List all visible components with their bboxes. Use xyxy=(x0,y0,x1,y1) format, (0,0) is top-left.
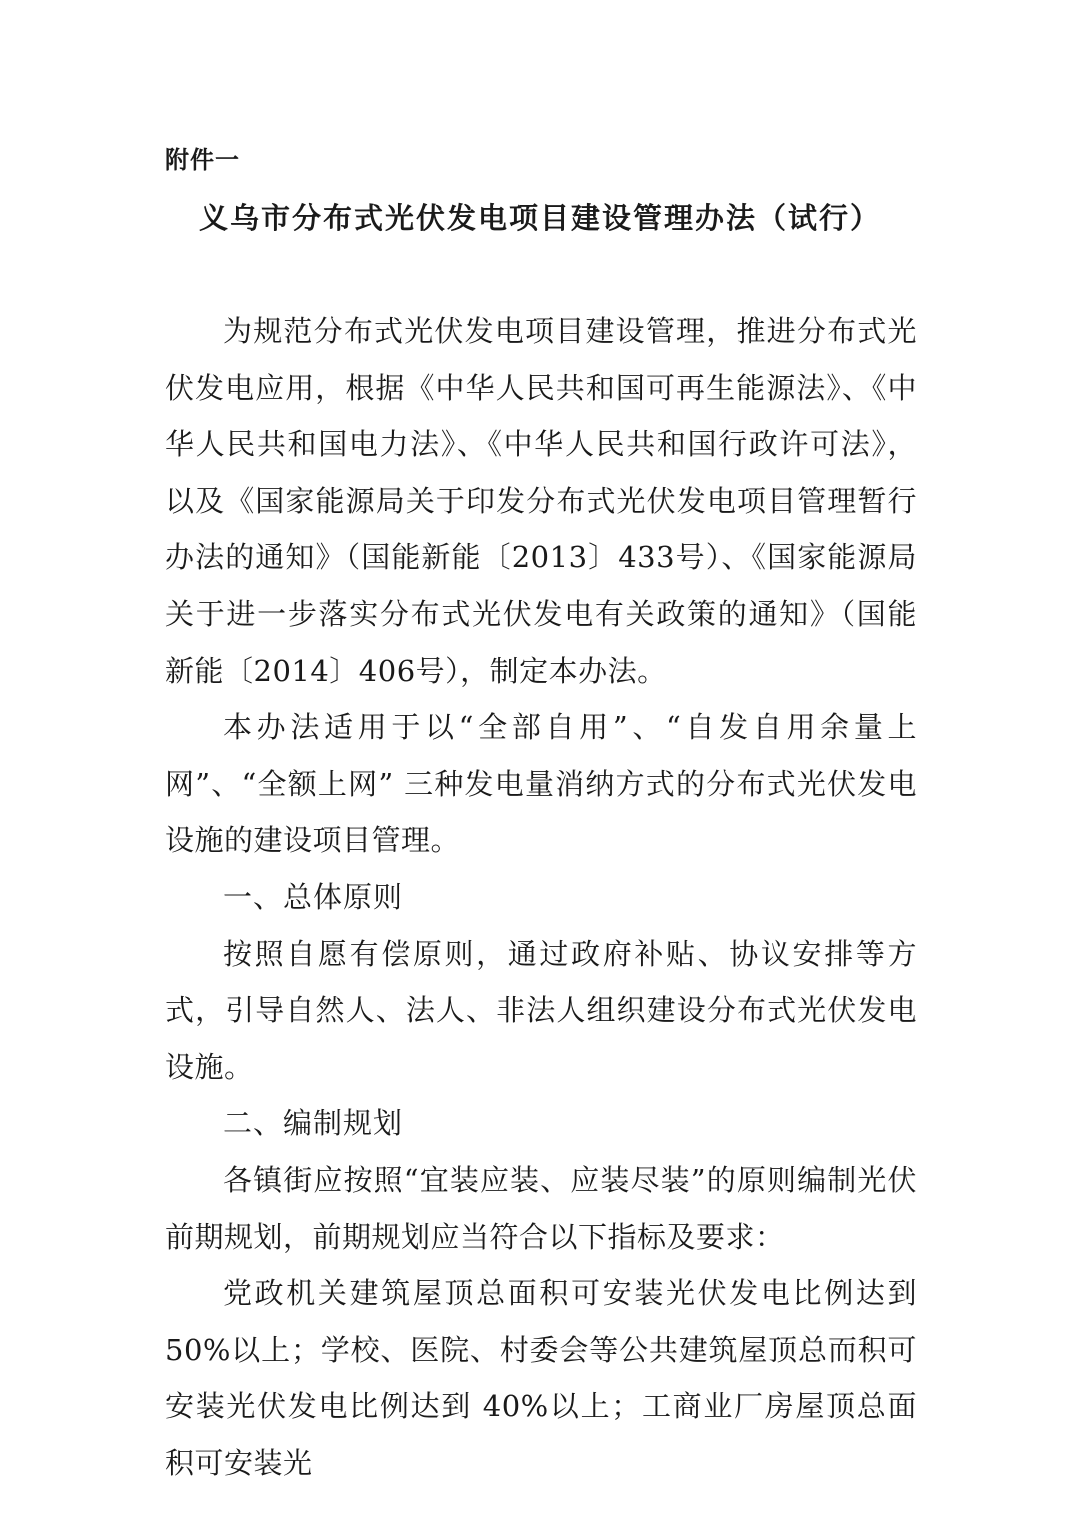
section-heading-principles: 一、总体原则 xyxy=(223,879,404,914)
section-heading-planning: 二、编制规划 xyxy=(223,1106,404,1141)
paragraph-principles: 按照自愿有偿原则，通过政府补贴、协议安排等方式，引导自然人、法人、非法人组织建设分布式光伏发电设施。 xyxy=(165,936,917,1084)
paragraph-requirements: 党政机关建筑屋顶总面积可安装光伏发电比例达到 50%以上；学校、医院、村委会等公共建筑屋顶总而积可安装光伏发电比例达到 40%以上；工商业厂房屋顶总面积可安装光 xyxy=(165,1276,917,1480)
attachment-label: 附件一 xyxy=(165,146,240,174)
document-title: 义乌市分布式光伏发电项目建设管理办法（试行） xyxy=(198,201,881,235)
document-body xyxy=(165,303,917,1491)
paragraph-scope: 本办法适用于以“全部自用”、“自发自用余量上网”、“全额上网” 三种发电量消纳方式的分布式光伏发电设施的建设项目管理。 xyxy=(165,710,917,858)
paragraph-planning: 各镇街应按照“宜装应装、应装尽装”的原则编制光伏前期规划，前期规划应当符合以下指标及要求： xyxy=(165,1162,917,1254)
paragraph-purpose: 为规范分布式光伏发电项目建设管理，推进分布式光伏发电应用，根据《中华人民共和国可再生能源法》、《中华人民共和国电力法》、《中华人民共和国行政许可法》，以及《国家能源局关于印发分布式光伏发电项目管理暂行办法的通知》（国能新能〔2013〕433号）、《国家能源局关于进一步落实分布式光伏发电有关政策的通知》（国能新能〔2014〕406号），制定本办法。 xyxy=(165,314,917,688)
